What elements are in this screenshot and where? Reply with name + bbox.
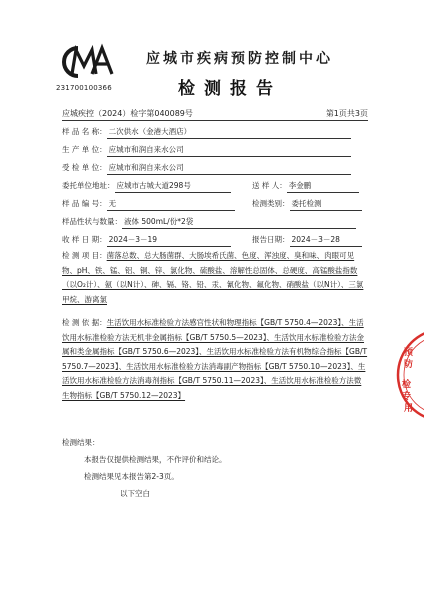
svg-text:检: 检 (402, 380, 412, 390)
receive-date-field (62, 234, 231, 247)
svg-text:预: 预 (404, 348, 414, 358)
cma-logo (58, 40, 114, 84)
conclusion-line-2: 检测结果见本报告第2-3页。 (84, 472, 179, 481)
client-address-value: 应城市古城大道298号 (115, 180, 231, 193)
cma-cert-number: 231700100366 (56, 84, 112, 92)
reference-row (62, 108, 368, 119)
page-number: 第1页共3页 (325, 109, 368, 118)
receive-date-value: 2024－3－19 (107, 234, 231, 247)
manufacturer-field (62, 144, 351, 157)
sample-number-value: 无 (107, 198, 235, 211)
report-date-value: 2024－3－28 (290, 234, 362, 247)
report-number: 应城疾控（2024）检字第040089号 (62, 109, 193, 118)
test-items-label: 检 测 项 目： (62, 251, 107, 260)
report-title: 检测报告 (178, 79, 282, 99)
header-divider (62, 120, 368, 121)
sample-name-value: 二次供水（金港大酒店） (107, 126, 351, 139)
conclusion-line-1: 本报告仅提供检测结果，不作评价和结论。 (84, 455, 227, 464)
svg-text:用: 用 (404, 404, 414, 414)
report-date-field (252, 234, 362, 247)
test-type-value: 委托检测 (290, 198, 362, 211)
organization-name: 应城市疾病预防控制中心 (146, 51, 333, 67)
sender-label: 送 样 人： (252, 181, 287, 190)
conclusion-label: 检测结果： (62, 438, 100, 447)
sender-value: 李金鹏 (287, 180, 359, 193)
test-items-text: 菌落总数、总大肠菌群、大肠埃希氏菌、色度、浑浊度、臭和味、肉眼可见物、pH、铁、锰、铝、铜、锌、氯化物、硫酸盐、溶解性总固体、总硬度、高锰酸盐指数（以O₂计）、氨（以N计）、砷、镉、铬、铅、汞、氰化物、氟化物、硝酸盐（以N计）、三氯甲烷、游离氯 (62, 251, 364, 304)
svg-text:专: 专 (402, 392, 412, 402)
sample-state-label: 样品性状与数量： (62, 217, 122, 226)
sample-name-label: 样 品 名 称： (62, 127, 107, 136)
inspected-unit-label: 受 检 单 位： (62, 163, 107, 172)
sample-number-label: 样 品 编 号： (62, 199, 107, 208)
test-items-block (62, 249, 368, 307)
test-basis-label: 检 测 依 据： (62, 318, 107, 327)
manufacturer-value: 应城市和润自来水公司 (107, 144, 351, 157)
sample-state-field (62, 216, 356, 229)
test-basis-block (62, 316, 368, 403)
sender-field (252, 180, 359, 193)
sample-state-value: 液体 500mL/份*2袋 (122, 216, 356, 229)
sample-name-field (62, 126, 351, 139)
official-seal (390, 325, 424, 425)
test-type-field (252, 198, 362, 211)
conclusion-block (62, 434, 362, 502)
test-basis-text: 生活饮用水标准检验方法感官性状和物理指标【GB/T 5750.4—2023】、生活饮用水标准检验方法无机非金属指标【GB/T 5750.5—2023】、生活饮用水标准检验方法金属和类金属指标【GB/T 5750.6—2023】、生活饮用水标准检验方法有机物综合指标【GB/T 5750.7—2023】、生活饮用水标准检验方法消毒副产物指标【GB/T 5750.10—2023】、生活饮用水标准检验方法消毒剂指标【GB/T 5750.11—2023】、生活饮用水标准检验方法微生物指标【GB/T 5750.12—2023】 (62, 318, 368, 400)
report-date-label: 报告日期： (252, 235, 290, 244)
manufacturer-label: 生 产 单 位： (62, 145, 107, 154)
inspected-unit-value: 应城市和润自来水公司 (107, 162, 351, 175)
svg-text:防: 防 (404, 360, 414, 370)
conclusion-line-3: 以下空白 (120, 489, 150, 498)
receive-date-label: 收 样 日 期： (62, 235, 107, 244)
client-address-field (62, 180, 231, 193)
inspected-unit-field (62, 162, 351, 175)
client-address-label: 委托单位地址： (62, 181, 115, 190)
test-type-label: 检测类别： (252, 199, 290, 208)
sample-number-field (62, 198, 235, 211)
